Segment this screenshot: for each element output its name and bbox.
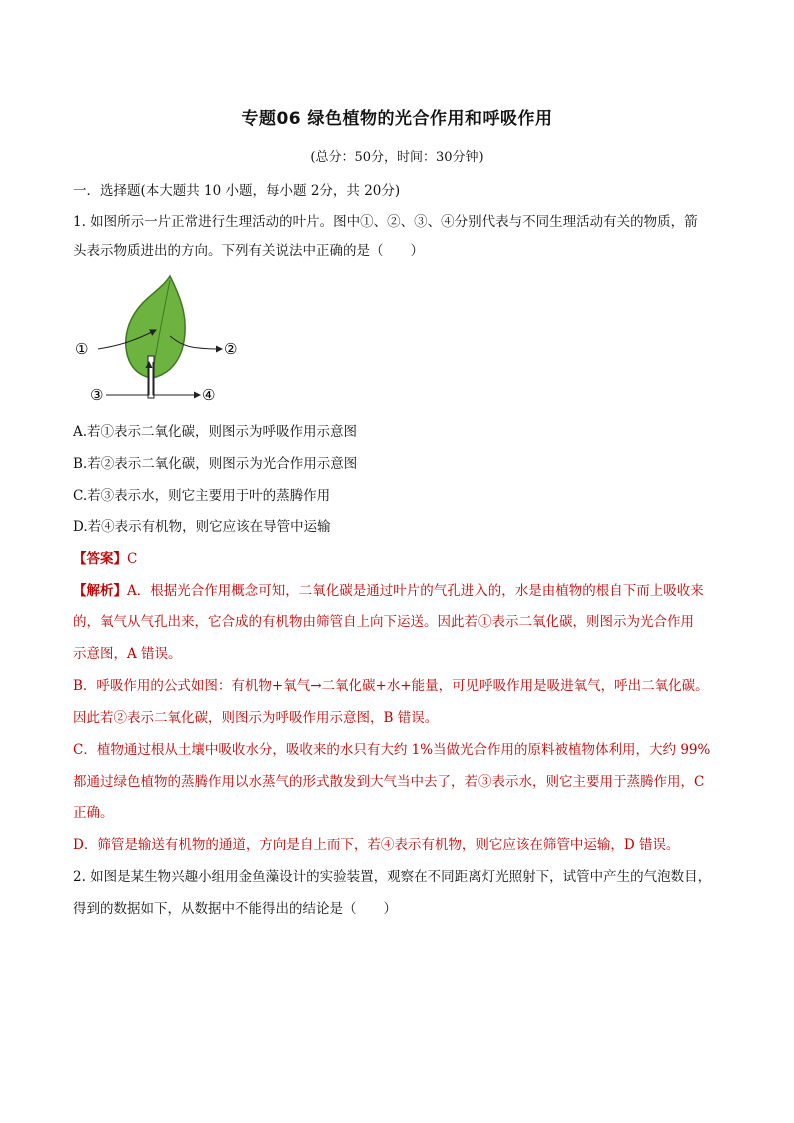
label-1: ①: [75, 340, 89, 358]
analysis-line-b2: 因此若②表示二氧化碳，则图示为呼吸作用示意图，B 错误。: [73, 710, 439, 726]
analysis-line-a1: [73, 579, 738, 599]
analysis-line-d1: D．筛管是输送有机物的通道，方向是自上而下，若④表示有机物，则它应该在筛管中运输，D 错误。: [73, 837, 680, 853]
question-1-line-2: 头表示物质进出的方向。下列有关说法中正确的是（ ）: [73, 243, 424, 259]
page-title: 专题06 绿色植物的光合作用和呼吸作用: [241, 109, 553, 129]
leaf-diagram: [72, 270, 247, 405]
question-1-line-1: 1. 如图所示一片正常进行生理活动的叶片。图中①、②、③、④分别代表与不同生理活动有关的物质，箭: [73, 214, 698, 230]
answer-line: [73, 547, 738, 567]
answer-tag: 【答案】: [73, 551, 127, 567]
analysis-line-a3: 示意图，A 错误。: [73, 646, 182, 662]
label-4: ④: [202, 386, 216, 404]
option-c: C.若③表示水，则它主要用于叶的蒸腾作用: [73, 488, 331, 504]
analysis-line-a2: 的，氧气从气孔出来，它合成的有机物由筛管自上向下运送。因此若①表示二氧化碳，则图示为光合作用: [73, 614, 694, 630]
label-3: ③: [90, 386, 104, 404]
page-subtitle: (总分：50分，时间：30分钟): [310, 150, 484, 165]
analysis-line-c3: 正确。: [73, 805, 114, 821]
leaf-blade: [126, 276, 185, 378]
analysis-tag: 【解析】: [73, 583, 127, 599]
option-b: B.若②表示二氧化碳，则图示为光合作用示意图: [73, 456, 358, 472]
answer-value: C: [127, 551, 138, 567]
option-a: A.若①表示二氧化碳，则图示为呼吸作用示意图: [73, 424, 358, 440]
section-heading: 一．选择题(本大题共 10 小题，每小题 2分，共 20分): [73, 183, 401, 199]
option-d: D.若④表示有机物，则它应该在导管中运输: [73, 519, 331, 535]
analysis-text-a1: A．根据光合作用概念可知，二氧化碳是通过叶片的气孔进入的，水是由植物的根自下而上吸收来: [127, 583, 704, 599]
label-2: ②: [224, 340, 238, 358]
question-2-line-2: 得到的数据如下，从数据中不能得出的结论是（ ）: [73, 901, 397, 917]
analysis-line-b1: B．呼吸作用的公式如图：有机物+氧气→二氧化碳+水+能量，可见呼吸作用是吸进氧气，呼出二氧化碳。: [73, 678, 709, 694]
analysis-line-c1: C．植物通过根从土壤中吸收水分，吸收来的水只有大约 1%当做光合作用的原料被植物体利用，大约 99%: [73, 742, 711, 758]
analysis-line-c2: 都通过绿色植物的蒸腾作用以水蒸气的形式散发到大气当中去了，若③表示水，则它主要用于蒸腾作用，C: [73, 774, 705, 790]
question-2-line-1: 2. 如图是某生物兴趣小组用金鱼藻设计的实验装置，观察在不同距离灯光照射下，试管中产生的气泡数目，: [73, 869, 712, 885]
